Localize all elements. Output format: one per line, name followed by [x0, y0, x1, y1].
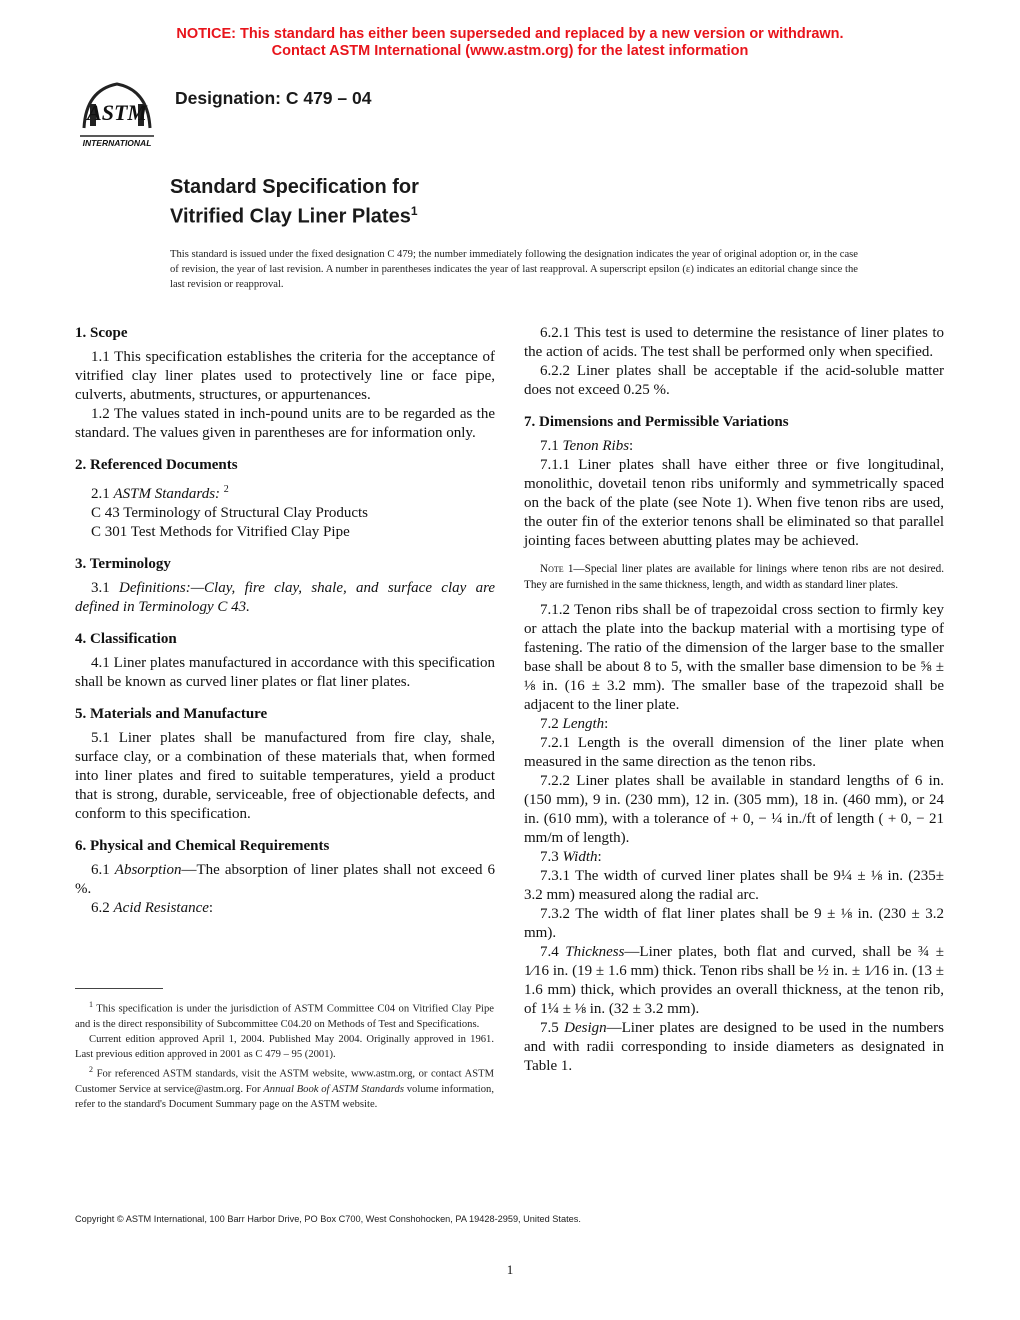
paragraph: 4.1 Liner plates manufactured in accordance with this specification shall be known as curved liner plates or flat liner plates. — [75, 655, 495, 690]
logo-letters: ASTM — [87, 100, 147, 125]
reference-item: C 43 Terminology of Structural Clay Products — [91, 505, 368, 521]
section-heading: 3. Terminology — [75, 556, 171, 572]
footnotes — [75, 997, 494, 1112]
notice-line-2: Contact ASTM International (www.astm.org) for the latest information — [271, 43, 749, 59]
paragraph: 2.1 ASTM Standards: $^2$ — [91, 484, 229, 502]
title-line-2: Vitrified Clay Liner Plates$^1$ — [170, 204, 418, 228]
section-heading: 2. Referenced Documents — [75, 457, 238, 473]
astm-logo — [72, 76, 162, 152]
paragraph: 7.2.2 Liner plates shall be available in standard lengths of 6 in. (150 mm), 9 in. (230 mm), 12 in. (305 mm), 18 in. (460 mm), or 24 in. (610 mm), with a tolerance of + 0, − ¼ in./ft of length ( + 0, − 21 mm/m of length). — [524, 773, 944, 846]
paragraph: 7.3.1 The width of curved liner plates shall be 9¼ ± ⅛ in. (235± 3.2 mm) measured along the radial arc. — [524, 868, 944, 903]
section-heading: 1. Scope — [75, 325, 128, 341]
issuance-note: This standard is issued under the fixed designation C 479; the number immediately following the designation indicates the year of original adoption or, in the case of revision, the year of last revision. A number in parentheses indicates the year of last reapproval. A superscript epsilon (ε) indicates an editorial change since the last revision or reapproval. — [170, 249, 858, 290]
paragraph: 1.2 The values stated in inch-pound units are to be regarded as the standard. The values given in parentheses are for information only. — [75, 406, 495, 441]
footnote-2: $^2$ For referenced ASTM standards, visit the ASTM website, www.astm.org, or contact ASTM Customer Service at service@astm.org. For Annual Book of ASTM Standards volume information, refer to the standard's Document Summary page on the ASTM website. — [75, 1065, 495, 1111]
paragraph: 7.1.1 Liner plates shall have either three or five longitudinal, monolithic, dovetail tenon ribs uniformly and symmetrically spaced on the back of the plate (see Note 1). When five tenon ribs are used, the outer fin of the exterior tenons shall be eliminated so that parallel jointing faces between abutting plates may be achieved. — [524, 457, 944, 549]
paragraph: 7.1 Tenon Ribs: — [540, 438, 634, 454]
title-line-1: Standard Specification for — [170, 176, 419, 198]
section-heading: 7. Dimensions and Permissible Variations — [524, 414, 789, 430]
paragraph: 6.1 Absorption—The absorption of liner plates shall not exceed 6 %. — [75, 862, 496, 897]
copyright: Copyright © ASTM International, 100 Barr Harbor Drive, PO Box C700, West Conshohocken, PA 19428-2959, United States. — [75, 1214, 581, 1224]
paragraph: 3.1 Definitions:—Clay, fire clay, shale, and surface clay are defined in Terminology C 43. — [75, 580, 496, 615]
paragraph: 7.2 Length: — [540, 716, 609, 732]
paragraph: 7.4 Thickness—Liner plates, both flat and curved, shall be ¾ ± 1⁄16 in. (19 ± 1.6 mm) thick. Tenon ribs shall be ½ in. ± 1⁄16 in. (13 ± 1.6 mm) thick, which provides an overall thickness, at the tenon rib, of 1¼ ± ⅛ in. (32 ± 3.2 mm). — [524, 944, 944, 1017]
paragraph: 6.2.1 This test is used to determine the resistance of liner plates to the action of acids. The test shall be performed only when specified. — [524, 325, 944, 360]
section-heading: 5. Materials and Manufacture — [75, 706, 268, 722]
notice-banner — [0, 26, 1020, 60]
paragraph: 7.3 Width: — [540, 849, 602, 865]
paragraph: 5.1 Liner plates shall be manufactured from fire clay, shale, surface clay, or a combination of these materials that, when formed into liner plates and fired to suitable temperatures, yield a product that is strong, durable, serviceable, free of objectionable defects, and conform to this specification. — [75, 730, 495, 822]
designation: Designation: C 479 – 04 — [175, 88, 372, 108]
logo-sub: INTERNATIONAL — [82, 138, 152, 148]
notice-line-1: NOTICE: This standard has either been superseded and replaced by a new version or withdrawn. — [176, 26, 844, 42]
document-title — [170, 175, 419, 229]
paragraph: 7.1.2 Tenon ribs shall be of trapezoidal cross section to firmly key or attach the plate into the backup material with a mortising type of fastening. The ratio of the dimension of the larger base to the smaller base shall be about 8 to 5, with the smaller base dimension to be ⅝ ± ⅛ in. (16 ± 3.2 mm). The smaller base of the trapezoid shall be adjacent to the liner plate. — [524, 602, 944, 713]
right-column — [524, 324, 944, 1076]
footnote-1: $^1$ This specification is under the jurisdiction of ASTM Committee C04 on Vitrified Clay Pipe and is the direct responsibility of Subcommittee C04.20 on Methods of Test and Specifications. — [75, 1000, 494, 1030]
note-1: Note 1—Special liner plates are available for linings where tenon ribs are not desired. They are furnished in the same thickness, length, and width as standard liner plates. — [524, 563, 944, 591]
section-heading: 4. Classification — [75, 631, 177, 647]
paragraph: 7.2.1 Length is the overall dimension of the liner plate when measured in the same direction as the tenon ribs. — [524, 735, 944, 770]
section-heading: 6. Physical and Chemical Requirements — [75, 838, 330, 854]
paragraph: 6.2.2 Liner plates shall be acceptable if the acid-soluble matter does not exceed 0.25 %. — [524, 363, 944, 398]
left-column — [75, 324, 495, 918]
paragraph: 1.1 This specification establishes the criteria for the acceptance of vitrified clay liner plates used to protectively line or face pipe, culverts, abutments, structures, or appurtenances. — [75, 349, 495, 403]
footnote-rule — [75, 988, 163, 989]
paragraph: 7.5 Design—Liner plates are designed to be used in the numbers and with radii corresponding to inside diameters as designated in Table 1. — [524, 1020, 945, 1074]
reference-item: C 301 Test Methods for Vitrified Clay Pipe — [91, 524, 350, 540]
paragraph: 7.3.2 The width of flat liner plates shall be 9 ± ⅛ in. (230 ± 3.2 mm). — [524, 906, 944, 941]
paragraph: 6.2 Acid Resistance: — [91, 900, 214, 916]
page-number: 1 — [506, 1262, 514, 1277]
footnote-1-current: Current edition approved April 1, 2004. Published May 2004. Originally approved in 1961. Last previous edition approved in 2001 as C 479 – 95 (2001). — [75, 1033, 494, 1061]
